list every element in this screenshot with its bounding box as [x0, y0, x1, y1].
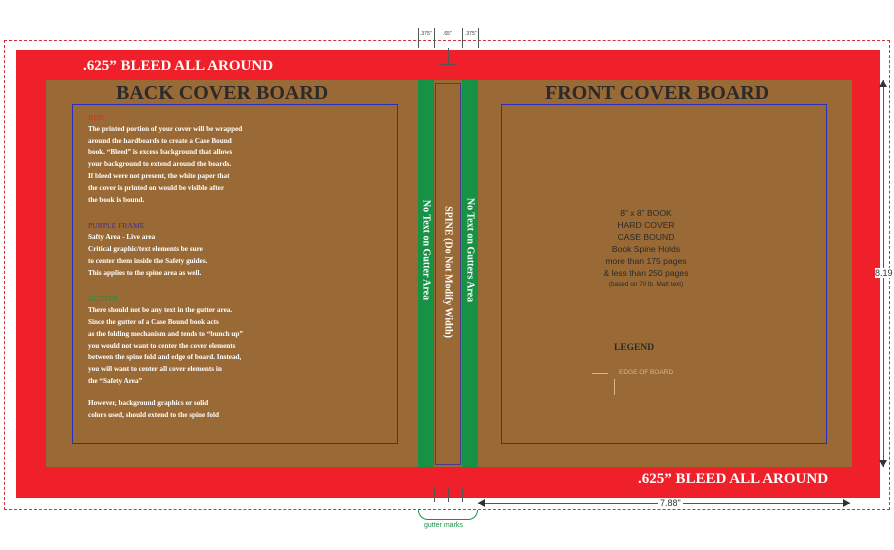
- height-arrow-top: [879, 80, 887, 87]
- spec-footnote: (based on 70 lb. Matt text): [608, 281, 684, 288]
- gutter-marks-label: gutter marks: [424, 522, 463, 529]
- legend-swatch: [592, 373, 608, 374]
- gutter-heading: GUTTER: [88, 294, 118, 304]
- left-gutter-text: No Text on Gutter Area: [420, 199, 432, 301]
- legend-item: EDGE OF BOARD: [619, 369, 674, 376]
- red-line: the book is bound.: [88, 195, 145, 204]
- right-gutter-text: No Text on Gutters Area: [464, 197, 476, 303]
- spec-line: 8” x 8” BOOK: [620, 208, 672, 218]
- red-line: If bleed were not present, the white paper that: [88, 171, 230, 180]
- gutter-line: Since the gutter of a Case Bound book acts: [88, 317, 219, 326]
- gutter-line: between the spine fold and edge of board. Instead,: [88, 353, 242, 362]
- back-cover-title: BACK COVER BOARD: [116, 82, 329, 104]
- bottom-mark: [448, 488, 449, 502]
- height-dimension-label: 8.19: [875, 268, 893, 278]
- purple-line: This applies to the spine area as well.: [88, 268, 202, 277]
- top-left-gutter-dimension: .375": [420, 31, 432, 37]
- bottom-mark: [462, 488, 463, 502]
- bleed-label-bottom: .625” BLEED ALL AROUND: [638, 471, 829, 487]
- bottom-mark: [434, 488, 435, 502]
- width-arrow-left: [478, 499, 485, 507]
- legend-swatch-tick: [614, 379, 615, 395]
- spec-line: CASE BOUND: [617, 232, 675, 242]
- purple-line: to center them inside the Safety guides.: [88, 256, 208, 265]
- gutter-marks-brace: [418, 510, 478, 520]
- red-line: your background to extend around the boards.: [88, 160, 232, 169]
- red-line: The printed portion of your cover will be wrapped: [88, 124, 243, 133]
- red-line: book. “Bleed” is excess background that allows: [88, 148, 233, 157]
- back-cover-notes: [88, 112, 243, 421]
- spec-line: more than 175 pages: [605, 256, 687, 266]
- width-arrow-right: [843, 499, 850, 507]
- gutter-line: the “Safety Area”: [88, 376, 143, 385]
- top-mark: [440, 64, 456, 65]
- gutter-line: There should not be any text in the gutter area.: [88, 306, 233, 315]
- top-mark: [462, 28, 463, 48]
- gutter-line: you would not want to center the cover elements: [88, 341, 236, 350]
- red-line: around the hardboards to create a Case Bound: [88, 136, 232, 145]
- red-heading: RED: [88, 113, 104, 122]
- purple-line: Safty Area - Live area: [88, 233, 156, 242]
- top-mark: [478, 28, 479, 48]
- spine-width-dimension: .65": [443, 31, 452, 37]
- bleed-label-top: .625” BLEED ALL AROUND: [83, 58, 274, 74]
- height-arrow-bottom: [879, 460, 887, 467]
- gutter-line: as the folding mechanism and tends to “bunch up”: [88, 329, 243, 338]
- front-cover-title: FRONT COVER BOARD: [545, 82, 770, 104]
- red-line: the cover is printed on would be visible after: [88, 183, 225, 192]
- gutter-line: you will want to center all cover elements in: [88, 365, 222, 374]
- closing-line: However, background graphics or solid: [88, 398, 209, 407]
- width-dimension-label: 7.88": [660, 498, 681, 508]
- purple-line: Critical graphic/text elements be sure: [88, 244, 203, 253]
- top-mark: [418, 28, 419, 48]
- closing-line: colors used, should extend to the spine fold: [88, 410, 219, 419]
- legend-title: LEGEND: [614, 343, 655, 353]
- spec-line: Book Spine Holds: [611, 244, 681, 254]
- spine-text: SPINE (Do Not Modify Width): [442, 206, 454, 338]
- book-spec: [596, 207, 696, 291]
- purple-heading: PURPLE FRAME: [88, 221, 145, 231]
- spec-line: & less than 250 pages: [603, 268, 689, 278]
- spec-line: HARD COVER: [617, 220, 675, 230]
- top-right-gutter-dimension: .375": [465, 31, 477, 37]
- top-mark: [434, 28, 435, 48]
